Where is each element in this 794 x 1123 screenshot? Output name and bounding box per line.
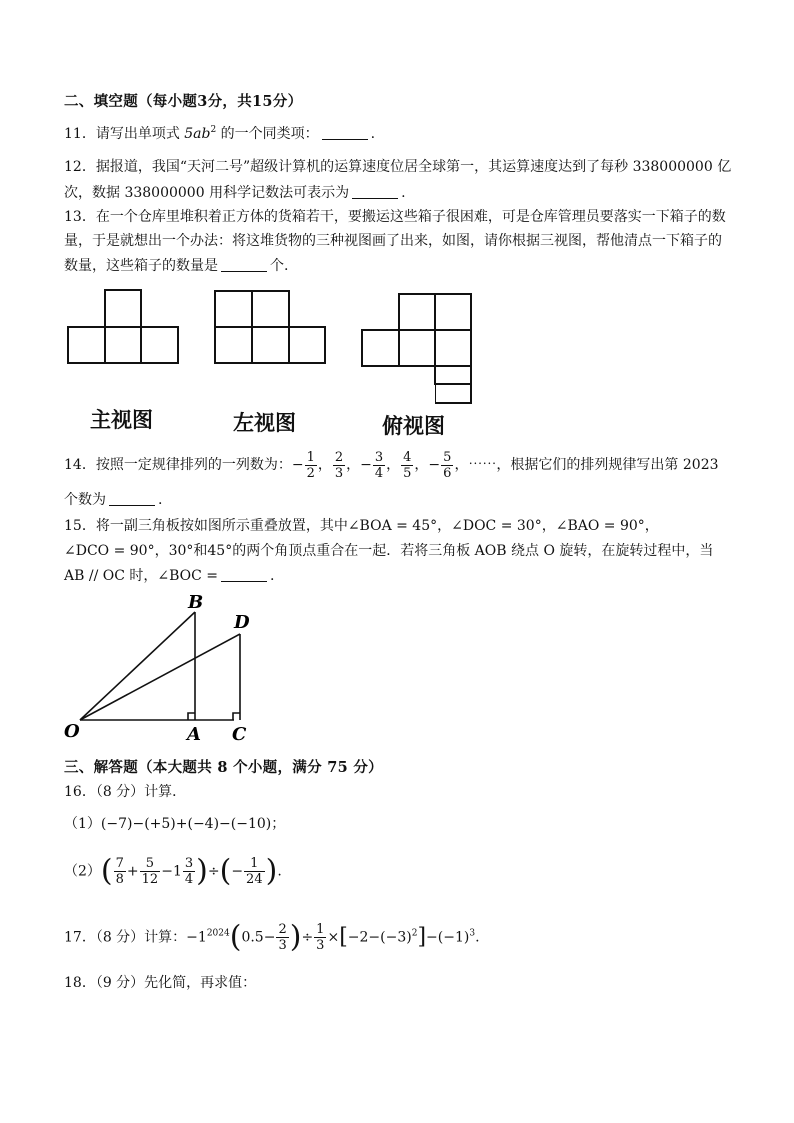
q14-frac1: $\frac{1}{2}$ <box>306 449 315 481</box>
q17-exp2: 2 <box>411 928 418 939</box>
q14-answer-blank[interactable] <box>109 491 155 506</box>
front-view-label: 主视图 <box>90 408 153 432</box>
q16-end: . <box>277 863 282 880</box>
q13-line1: 13．在一个仓库里堆积着正方体的货箱若干，要搬运这些箱子很困难，可是仓库管理员要落实一下箱子的数 <box>64 209 726 225</box>
q15-answer-blank[interactable] <box>221 567 267 582</box>
q14-frac2: $\frac{2}{3}$ <box>334 449 344 481</box>
q16-p2-label: （2） <box>64 863 101 880</box>
q11-end: . <box>370 126 376 142</box>
q14-end: . <box>158 492 163 508</box>
q14-frac4: $\frac{4}{5}$ <box>403 449 412 481</box>
q18-text: 18．（9 分）先化简，再求值： <box>64 975 257 991</box>
label-D: D <box>234 612 250 633</box>
left-view-grid <box>215 291 325 363</box>
q17-exp3: 3 <box>469 928 476 939</box>
right-angle-A <box>188 713 195 720</box>
question-17: 17．（8 分）计算：$-1^{2024}(0.5-$ $\frac{2}{3}$ )÷ $\frac{1}{3}$ $\times[-2-(-3)^2]-(-1)^3$. <box>64 919 480 955</box>
q17-div: ÷ <box>301 929 314 946</box>
question-16-part2: （2）( $\frac{7}{8}$ + $\frac{5}{12}$ −1 $\frac{3}{4}$ )÷(− $\frac{1}{24}$ ). <box>64 853 282 889</box>
q15-line1: 15．将一副三角板按如图所示重叠放置，其中∠BOA = 45°，∠DOC = 30°，∠BAO = 90°， <box>64 518 659 534</box>
q11-post: 的一个同类项： <box>216 126 319 142</box>
q11-expr: 5ab <box>184 126 211 142</box>
q17-times: × <box>327 929 340 946</box>
label-O: O <box>64 721 80 742</box>
triangles-figure <box>60 590 270 750</box>
segment-OD <box>80 634 240 720</box>
front-view-grid <box>68 290 178 363</box>
q17-frac1: $\frac{2}{3}$ <box>278 922 287 953</box>
q16-mixed-whole: 1 <box>172 863 182 880</box>
q16-head: 16．（8 分）计算． <box>64 784 187 800</box>
question-12-line2 <box>64 183 406 203</box>
q15-end: . <box>270 568 275 584</box>
q12-end: . <box>401 185 406 201</box>
question-15-line3 <box>64 566 274 586</box>
label-C: C <box>232 724 247 745</box>
q16-frac1: $\frac{7}{8}$ <box>115 856 124 887</box>
section3-title: 三、解答题（本大题共 8 个小题，满分 75 分） <box>64 759 383 776</box>
top-view-grid <box>362 294 471 384</box>
q17-exp2024: 2024 <box>206 928 230 939</box>
section2-title: 二、填空题（每小题3分，共15分） <box>64 93 303 110</box>
q13-answer-blank[interactable] <box>221 257 267 272</box>
q12-line2: 次，数据 338000000 用科学记数法可表示为 <box>64 185 350 201</box>
left-view-label: 左视图 <box>233 411 296 435</box>
q14-frac5: $\frac{5}{6}$ <box>443 449 452 481</box>
question-14: 14．按照一定规律排列的一列数为：− $\frac{1}{2}$ ， $\frac{2}{3}$ ，− $\frac{3}{4}$ ， $\frac{4}{5}$ ，− $\frac{5}{6}$ ，⋯⋯，根据它们的排列规律写出第 2023 <box>64 449 719 481</box>
q17-frac2: $\frac{1}{3}$ <box>316 922 325 953</box>
q16-frac2: $\frac{5}{12}$ <box>141 856 159 887</box>
q17-neg1: −1 <box>186 929 207 946</box>
label-B: B <box>188 592 204 613</box>
question-13-line3 <box>64 256 288 276</box>
q11-exp: 2 <box>210 125 217 135</box>
q16-frac3: $\frac{3}{4}$ <box>184 856 194 887</box>
q17-end: . <box>475 929 480 946</box>
q11-pre: 11．请写出单项式 <box>64 126 185 142</box>
three-views-figure <box>60 285 480 385</box>
question-11 <box>64 124 375 144</box>
q17-bracket: −2−(−3) <box>347 929 412 946</box>
segment-OB <box>80 612 195 720</box>
q14-pre: 14．按照一定规律排列的一列数为： <box>64 457 292 473</box>
q13-line3: 数量，这些箱子的数量是 <box>64 258 218 274</box>
top-view-bottom-box <box>435 384 475 404</box>
q16-part1: （1）(−7)−(+5)+(−4)−(−10)； <box>64 816 286 832</box>
q13-line2: 量，于是就想出一个办法：将这堆货物的三种视图画了出来，如图，请你根据三视图，帮他清点一下箱子的 <box>64 233 722 249</box>
q15-line2: ∠DCO = 90°，30°和45°的两个角顶点重合在一起．若将三角板 AOB 绕点 O 旋转，在旋转过程中，当 <box>64 543 714 559</box>
q17-mid: 0.5− <box>241 929 276 946</box>
q17-head: 17．（8 分）计算： <box>64 929 187 946</box>
q11-answer-blank[interactable] <box>322 125 368 140</box>
q13-end: 个. <box>270 258 289 274</box>
q14-frac3: $\frac{3}{4}$ <box>374 449 384 481</box>
q12-answer-blank[interactable] <box>352 184 398 199</box>
q16-div: ÷ <box>207 863 220 880</box>
q12-line1: 12．据报道，我国“天河二号”超级计算机的运算速度位居全球第一，其运算速度达到了每秒 338000000 亿 <box>64 159 732 175</box>
q14-line2: 个数为 <box>64 492 106 508</box>
question-14-line2 <box>64 490 162 510</box>
q15-line3: AB // OC 时，∠BOC = <box>64 568 219 584</box>
q17-tail: −(−1) <box>426 929 470 946</box>
q14-post: ，⋯⋯，根据它们的排列规律写出第 2023 <box>454 457 719 473</box>
top-view-label: 俯视图 <box>382 414 445 438</box>
right-angle-C <box>233 713 240 720</box>
label-A: A <box>187 724 201 745</box>
q16-frac4: $\frac{1}{24}$ <box>246 856 263 887</box>
